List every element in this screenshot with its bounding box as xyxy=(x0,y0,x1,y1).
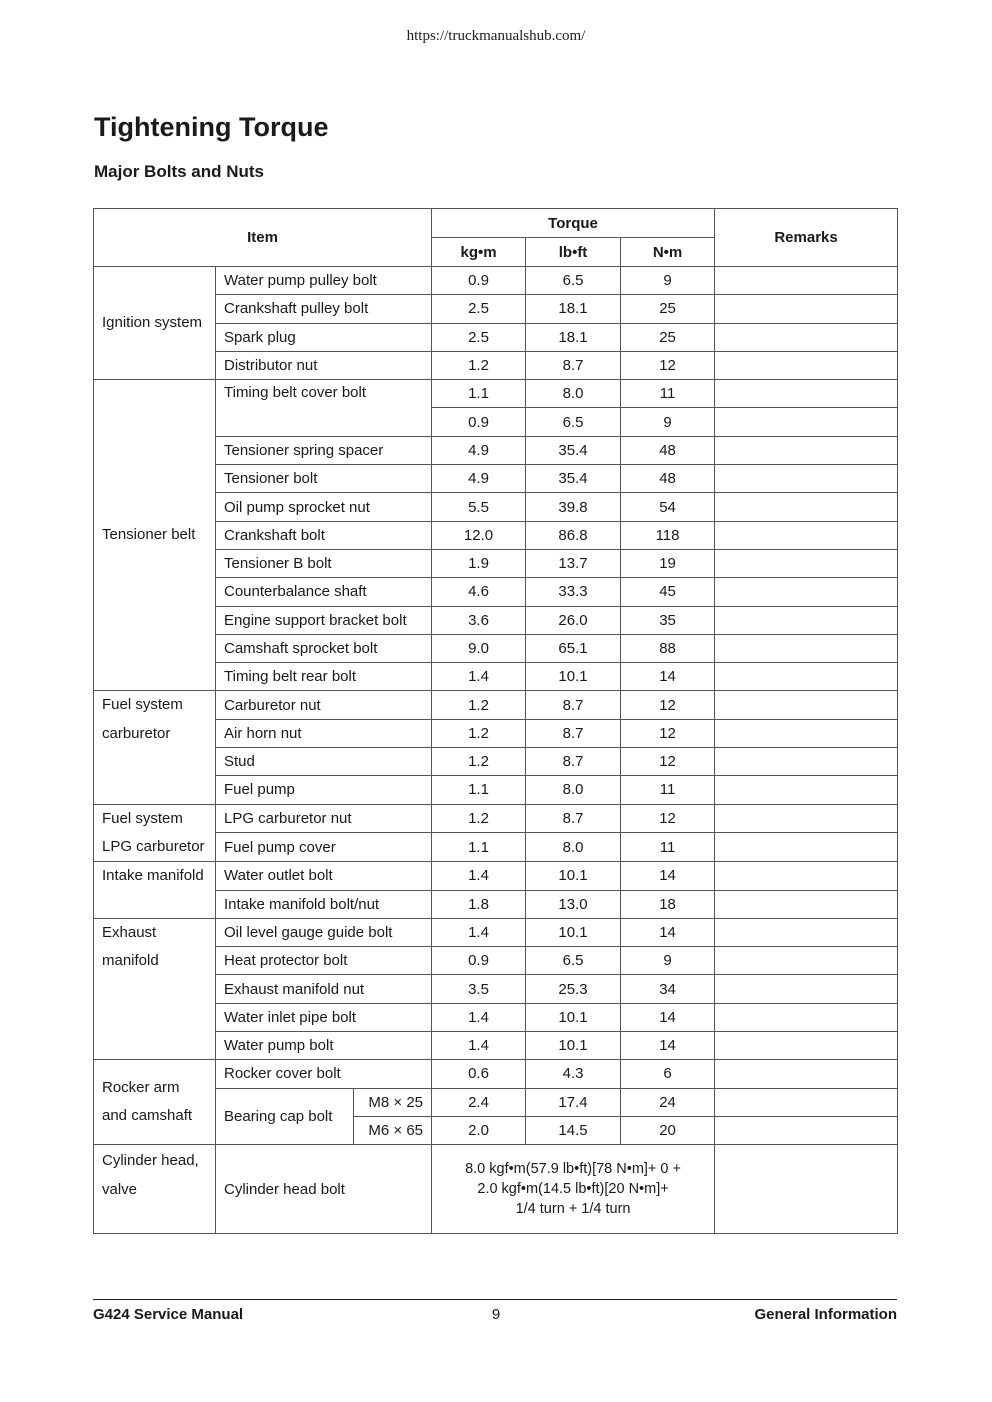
remarks-cell xyxy=(715,833,898,862)
header-nm: N•m xyxy=(621,238,715,267)
value-lbft: 6.5 xyxy=(526,267,621,295)
value-lbft: 14.5 xyxy=(526,1116,621,1144)
value-nm: 12 xyxy=(621,748,715,776)
value-lbft: 25.3 xyxy=(526,975,621,1003)
footer-section: General Information xyxy=(754,1306,897,1323)
item-name: Water outlet bolt xyxy=(216,862,432,890)
table-row xyxy=(94,918,898,946)
header-item: Item xyxy=(94,209,432,267)
value-lbft: 8.0 xyxy=(526,380,621,408)
table-row xyxy=(94,691,898,719)
value-lbft: 8.0 xyxy=(526,833,621,862)
value-nm: 14 xyxy=(621,663,715,691)
value-lbft: 10.1 xyxy=(526,862,621,890)
group-line: valve xyxy=(102,1180,138,1198)
value-lbft: 13.7 xyxy=(526,549,621,577)
remarks-cell xyxy=(715,521,898,549)
group-line: Rocker arm xyxy=(102,1079,180,1097)
item-name: Water inlet pipe bolt xyxy=(216,1003,432,1031)
remarks-cell xyxy=(715,691,898,719)
item-name: Tensioner B bolt xyxy=(216,549,432,577)
item-name: Water pump bolt xyxy=(216,1032,432,1060)
group-line: and camshaft xyxy=(102,1107,193,1125)
value-nm: 48 xyxy=(621,436,715,464)
remarks-cell xyxy=(715,663,898,691)
remarks-cell xyxy=(715,380,898,408)
value-kgm: 1.4 xyxy=(432,862,526,890)
value-kgm: 2.5 xyxy=(432,323,526,351)
value-lbft: 35.4 xyxy=(526,436,621,464)
value-nm: 14 xyxy=(621,862,715,890)
item-name: Tensioner spring spacer xyxy=(216,436,432,464)
value-kgm: 3.5 xyxy=(432,975,526,1003)
group-line: LPG carburetor xyxy=(102,837,205,855)
value-nm: 19 xyxy=(621,549,715,577)
item-name: Oil level gauge guide bolt xyxy=(216,918,432,946)
value-lbft: 8.7 xyxy=(526,748,621,776)
value-nm: 14 xyxy=(621,1003,715,1031)
value-kgm: 0.6 xyxy=(432,1060,526,1088)
value-lbft: 35.4 xyxy=(526,465,621,493)
value-nm: 25 xyxy=(621,295,715,323)
value-kgm: 3.6 xyxy=(432,606,526,634)
remarks-cell xyxy=(715,804,898,833)
group-line: Cylinder head, xyxy=(102,1152,199,1170)
value-lbft: 8.7 xyxy=(526,351,621,379)
value-nm: 24 xyxy=(621,1088,715,1116)
remarks-cell xyxy=(715,634,898,662)
value-kgm: 1.2 xyxy=(432,804,526,833)
value-kgm: 2.4 xyxy=(432,1088,526,1116)
value-kgm: 1.2 xyxy=(432,719,526,747)
table-row xyxy=(94,1145,898,1234)
value-kgm: 1.8 xyxy=(432,890,526,918)
item-name: Timing belt cover bolt xyxy=(216,380,432,437)
item-name: Air horn nut xyxy=(216,719,432,747)
remarks-cell xyxy=(715,267,898,295)
item-name: LPG carburetor nut xyxy=(216,804,432,833)
value-lbft: 18.1 xyxy=(526,295,621,323)
section-subtitle: Major Bolts and Nuts xyxy=(94,162,265,181)
value-nm: 11 xyxy=(621,380,715,408)
item-name: Bearing cap bolt xyxy=(216,1088,354,1145)
footer-manual-title: G424 Service Manual xyxy=(93,1306,244,1323)
remarks-cell xyxy=(715,465,898,493)
torque-line: 8.0 kgf•m(57.9 lb•ft)[78 N•m]+ 0 + xyxy=(465,1161,681,1178)
source-url: https://truckmanualshub.com/ xyxy=(406,28,586,44)
value-kgm: 1.9 xyxy=(432,549,526,577)
remarks-cell xyxy=(715,1088,898,1116)
item-name: Tensioner bolt xyxy=(216,465,432,493)
remarks-cell xyxy=(715,1116,898,1144)
value-nm: 12 xyxy=(621,351,715,379)
table-row xyxy=(94,380,898,408)
header-remarks: Remarks xyxy=(715,209,898,267)
value-nm: 11 xyxy=(621,833,715,862)
value-lbft: 10.1 xyxy=(526,663,621,691)
value-nm: 11 xyxy=(621,776,715,804)
remarks-cell xyxy=(715,578,898,606)
table-header-row xyxy=(94,209,898,238)
remarks-cell xyxy=(715,1032,898,1060)
item-name: Water pump pulley bolt xyxy=(216,267,432,295)
item-name: Exhaust manifold nut xyxy=(216,975,432,1003)
footer-page-number: 9 xyxy=(491,1306,501,1323)
group-exhaust-manifold xyxy=(94,918,216,1059)
item-name: Stud xyxy=(216,748,432,776)
value-kgm: 1.4 xyxy=(432,918,526,946)
remarks-cell xyxy=(715,323,898,351)
remarks-cell xyxy=(715,1145,898,1234)
value-lbft: 13.0 xyxy=(526,890,621,918)
value-nm: 9 xyxy=(621,267,715,295)
group-fuel-carburetor xyxy=(94,691,216,804)
item-name: Rocker cover bolt xyxy=(216,1060,432,1088)
item-name: Engine support bracket bolt xyxy=(216,606,432,634)
group-line: manifold xyxy=(102,952,159,970)
remarks-cell xyxy=(715,436,898,464)
value-nm: 25 xyxy=(621,323,715,351)
item-name: Carburetor nut xyxy=(216,691,432,719)
group-cylinder-head xyxy=(94,1145,216,1234)
value-lbft: 10.1 xyxy=(526,1003,621,1031)
item-name: Crankshaft bolt xyxy=(216,521,432,549)
table-row xyxy=(94,1060,898,1088)
torque-line: 2.0 kgf•m(14.5 lb•ft)[20 N•m]+ xyxy=(477,1181,669,1198)
value-kgm: 9.0 xyxy=(432,634,526,662)
torque-table xyxy=(93,208,898,1234)
value-kgm: 0.9 xyxy=(432,408,526,436)
value-nm: 14 xyxy=(621,918,715,946)
value-lbft: 17.4 xyxy=(526,1088,621,1116)
value-nm: 45 xyxy=(621,578,715,606)
value-lbft: 18.1 xyxy=(526,323,621,351)
remarks-cell xyxy=(715,748,898,776)
value-nm: 88 xyxy=(621,634,715,662)
remarks-cell xyxy=(715,776,898,804)
value-lbft: 8.0 xyxy=(526,776,621,804)
value-lbft: 39.8 xyxy=(526,493,621,521)
header-lbft: lb•ft xyxy=(526,238,621,267)
remarks-cell xyxy=(715,890,898,918)
table-row xyxy=(94,804,898,833)
item-name: Fuel pump xyxy=(216,776,432,804)
value-lbft: 4.3 xyxy=(526,1060,621,1088)
remarks-cell xyxy=(715,606,898,634)
value-kgm: 2.0 xyxy=(432,1116,526,1144)
value-nm: 20 xyxy=(621,1116,715,1144)
value-lbft: 26.0 xyxy=(526,606,621,634)
item-name: Camshaft sprocket bolt xyxy=(216,634,432,662)
header-kgm: kg•m xyxy=(432,238,526,267)
remarks-cell xyxy=(715,947,898,975)
group-ignition: Ignition system xyxy=(94,267,216,380)
remarks-cell xyxy=(715,975,898,1003)
table-row xyxy=(94,267,898,295)
value-kgm: 1.1 xyxy=(432,380,526,408)
value-nm: 48 xyxy=(621,465,715,493)
value-nm: 54 xyxy=(621,493,715,521)
value-nm: 118 xyxy=(621,521,715,549)
value-lbft: 8.7 xyxy=(526,719,621,747)
value-kgm: 4.6 xyxy=(432,578,526,606)
header-torque: Torque xyxy=(432,209,715,238)
value-kgm: 1.2 xyxy=(432,748,526,776)
group-line: Exhaust xyxy=(102,923,157,941)
bolt-size: M6 × 65 xyxy=(354,1116,432,1144)
value-lbft: 8.7 xyxy=(526,691,621,719)
value-kgm: 2.5 xyxy=(432,295,526,323)
remarks-cell xyxy=(715,862,898,890)
value-kgm: 1.4 xyxy=(432,663,526,691)
group-intake-manifold: Intake manifold xyxy=(94,862,216,919)
item-name: Counterbalance shaft xyxy=(216,578,432,606)
remarks-cell xyxy=(715,719,898,747)
item-name: Crankshaft pulley bolt xyxy=(216,295,432,323)
value-lbft: 86.8 xyxy=(526,521,621,549)
remarks-cell xyxy=(715,1003,898,1031)
group-fuel-lpg xyxy=(94,804,216,862)
value-lbft: 10.1 xyxy=(526,918,621,946)
value-kgm: 1.1 xyxy=(432,833,526,862)
value-kgm: 1.2 xyxy=(432,691,526,719)
value-nm: 9 xyxy=(621,947,715,975)
remarks-cell xyxy=(715,351,898,379)
value-nm: 18 xyxy=(621,890,715,918)
value-nm: 14 xyxy=(621,1032,715,1060)
value-nm: 12 xyxy=(621,719,715,747)
torque-line: 1/4 turn + 1/4 turn xyxy=(515,1201,631,1218)
item-name: Heat protector bolt xyxy=(216,947,432,975)
remarks-cell xyxy=(715,918,898,946)
value-kgm: 0.9 xyxy=(432,947,526,975)
item-name: Intake manifold bolt/nut xyxy=(216,890,432,918)
value-kgm: 4.9 xyxy=(432,465,526,493)
item-name: Cylinder head bolt xyxy=(216,1145,432,1234)
footer-divider xyxy=(93,1299,897,1300)
value-kgm: 4.9 xyxy=(432,436,526,464)
bolt-size: M8 × 25 xyxy=(354,1088,432,1116)
item-name: Fuel pump cover xyxy=(216,833,432,862)
value-nm: 34 xyxy=(621,975,715,1003)
value-lbft: 33.3 xyxy=(526,578,621,606)
combined-torque xyxy=(432,1145,715,1234)
value-kgm: 1.4 xyxy=(432,1032,526,1060)
value-kgm: 1.2 xyxy=(432,351,526,379)
item-name: Oil pump sprocket nut xyxy=(216,493,432,521)
value-lbft: 6.5 xyxy=(526,408,621,436)
remarks-cell xyxy=(715,493,898,521)
remarks-cell xyxy=(715,408,898,436)
value-nm: 6 xyxy=(621,1060,715,1088)
value-kgm: 5.5 xyxy=(432,493,526,521)
remarks-cell xyxy=(715,1060,898,1088)
group-rocker-arm xyxy=(94,1060,216,1145)
remarks-cell xyxy=(715,549,898,577)
group-line: Fuel system xyxy=(102,696,183,714)
value-nm: 35 xyxy=(621,606,715,634)
value-lbft: 8.7 xyxy=(526,804,621,833)
value-kgm: 1.1 xyxy=(432,776,526,804)
remarks-cell xyxy=(715,295,898,323)
value-nm: 12 xyxy=(621,804,715,833)
value-kgm: 1.4 xyxy=(432,1003,526,1031)
value-kgm: 0.9 xyxy=(432,267,526,295)
item-name: Distributor nut xyxy=(216,351,432,379)
group-line: Fuel system xyxy=(102,809,183,827)
page-title: Tightening Torque xyxy=(94,112,329,142)
value-nm: 12 xyxy=(621,691,715,719)
value-lbft: 6.5 xyxy=(526,947,621,975)
item-name: Timing belt rear bolt xyxy=(216,663,432,691)
value-nm: 9 xyxy=(621,408,715,436)
table-row xyxy=(94,862,898,890)
value-kgm: 12.0 xyxy=(432,521,526,549)
group-line: carburetor xyxy=(102,724,171,742)
item-name: Spark plug xyxy=(216,323,432,351)
group-tensioner: Tensioner belt xyxy=(94,380,216,691)
value-lbft: 10.1 xyxy=(526,1032,621,1060)
value-lbft: 65.1 xyxy=(526,634,621,662)
